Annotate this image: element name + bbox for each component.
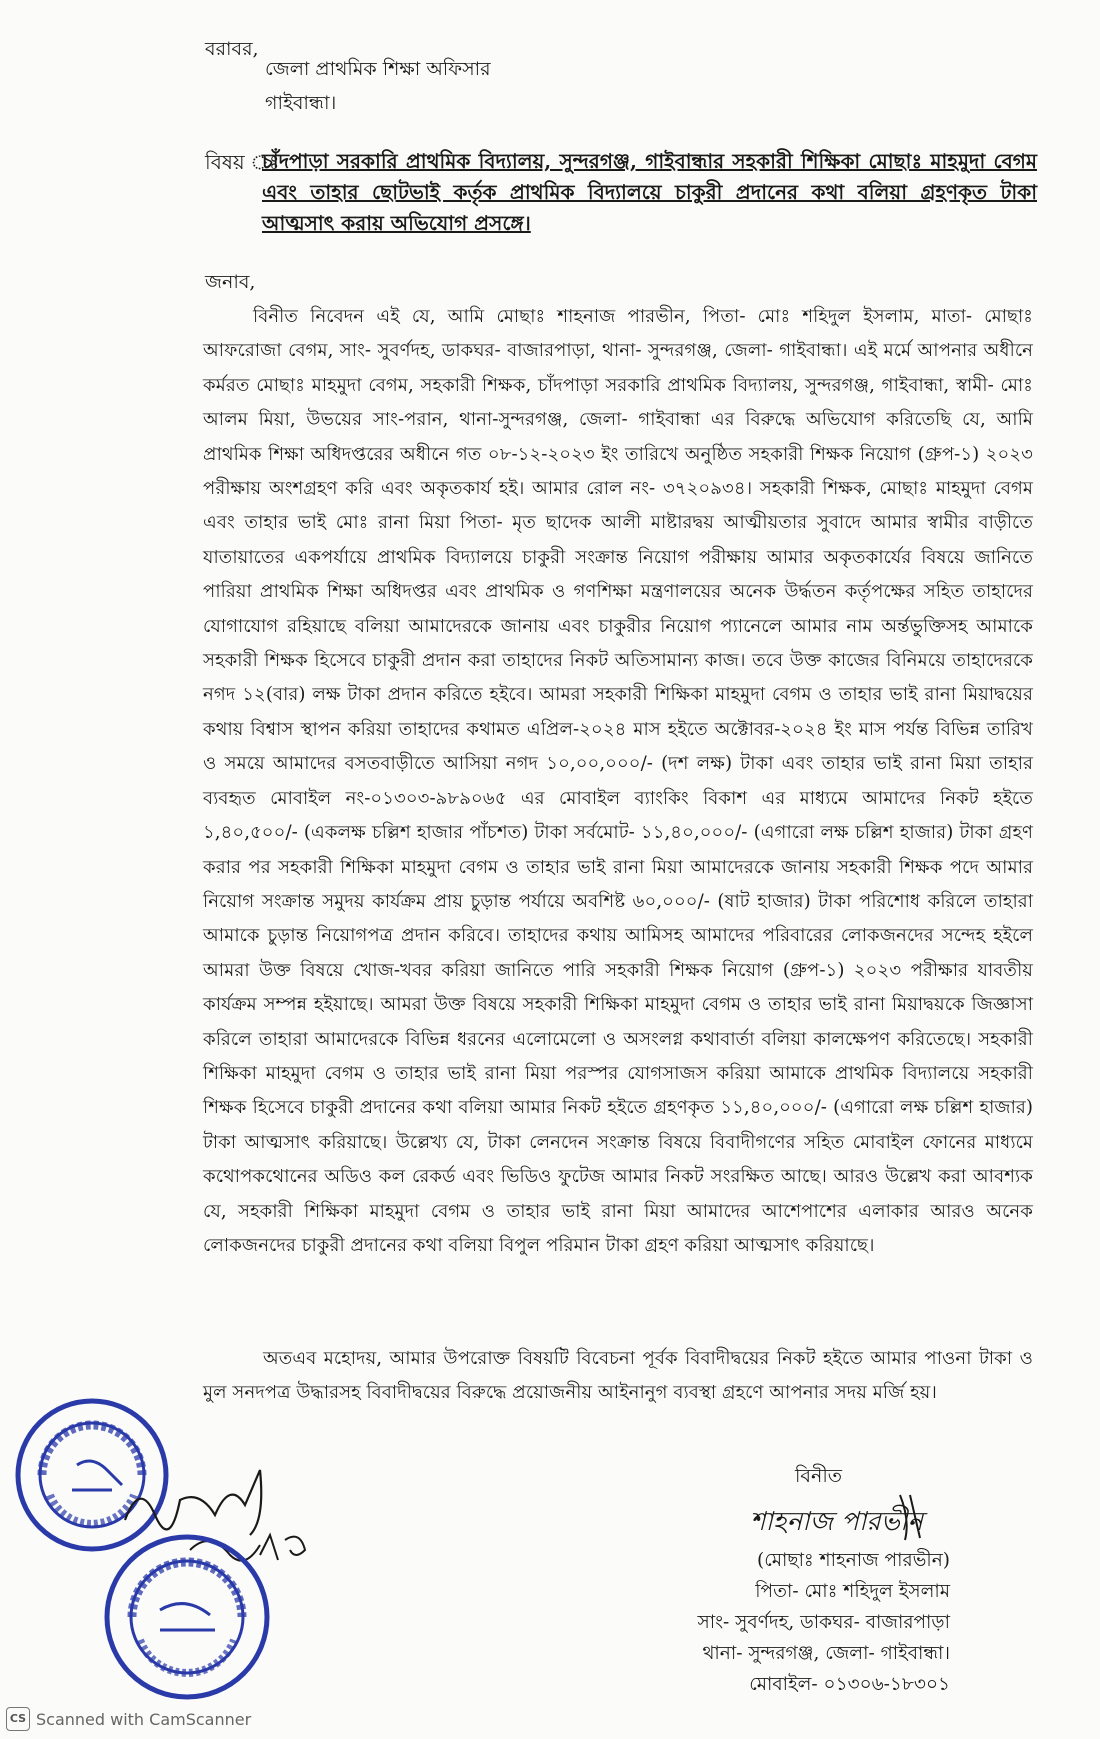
recipient-to: বরাবর, <box>205 38 259 60</box>
office-seal-icon-2 <box>100 1530 275 1705</box>
sender-signature <box>750 1490 950 1545</box>
sender-details <box>640 1545 950 1700</box>
letter-closing: অতএব মহোদয়, আমার উপরোক্ত বিষয়টি বিবেচনা পূর্বক বিবাদীদ্বয়ের নিকট হইতে আমার পাওনা টাকা ও মুল সনদপত্র উদ্ধারসহ বিবাদীদ্বয়ের বিরুদ্ধে প্রয়োজনীয় আইনানুগ ব্যবস্থা গ্রহণে আপনার সদয় মর্জি হয়। <box>203 1348 1033 1403</box>
sender-address-1: সাং- সুবর্ণদহ, ডাকঘর- বাজারপাড়া <box>697 1612 950 1633</box>
sender-signature-text: শাহনাজ পারভীন <box>750 1507 923 1537</box>
camscanner-text: Scanned with CamScanner <box>36 1709 252 1729</box>
subject-text: চাঁদপাড়া সরকারি প্রাথমিক বিদ্যালয়, সুন্দরগঞ্জ, গাইবান্ধার সহকারী শিক্ষিকা মোছাঃ মাহমুদা বেগম এবং তাহার ছোটভাই কর্তৃক প্রাথমিক বিদ্যালয়ে চাকুরী প্রদানের কথা বলিয়া গ্রহণকৃত টাকা আত্মসাৎ করায় অভিযোগ প্রসঙ্গে। <box>262 149 1037 235</box>
letter-body: বিনীত নিবেদন এই যে, আমি মোছাঃ শাহনাজ পারভীন, পিতা- মোঃ শহিদুল ইসলাম, মাতা- মোছাঃ আফরোজা বেগম, সাং- সুবর্ণদহ, ডাকঘর- বাজারপাড়া, থানা- সুন্দরগঞ্জ, জেলা- গাইবান্ধা। এই মর্মে আপনার অধীনে কর্মরত মোছাঃ মাহমুদা বেগম, সহকারী শিক্ষক, চাঁদপাড়া সরকারি প্রাথমিক বিদ্যালয়, সুন্দরগঞ্জ, গাইবান্ধা, স্বামী- মোঃ আলম মিয়া, উভয়ের সাং-পরান, থানা-সুন্দরগঞ্জ, জেলা- গাইবান্ধা এর বিরুদ্ধে অভিযোগ করিতেছি যে, আমি প্রাথমিক শিক্ষা অধিদপ্তরের অধীনে গত ০৮-১২-২০২৩ ইং তারিখে অনুষ্ঠিত সহকারী শিক্ষক নিয়োগ (গ্রুপ-১) ২০২৩ পরীক্ষায় অংশগ্রহণ করি এবং অকৃতকার্য হই। আমার রোল নং- ৩৭২০৯৩৪। সহকারী শিক্ষক, মোছাঃ মাহমুদা বেগম এবং তাহার ভাই মোঃ রানা মিয়া পিতা- মৃত ছাদেক আলী মাষ্টারদ্বয় আত্মীয়তার সুবাদে আমার স্বামীর বাড়ীতে যাতায়াতের একপর্যায়ে প্রাথমিক বিদ্যালয়ে চাকুরী সংক্রান্ত নিয়োগ পরীক্ষায় আমার অকৃতকার্যের বিষয়ে জানিতে পারিয়া প্রাথমিক শিক্ষা অধিদপ্তর এবং প্রাথমিক ও গণশিক্ষা মন্ত্রণালয়ের অনেক উর্দ্ধতন কর্তৃপক্ষের সহিত তাহাদের যোগাযোগ রহিয়াছে বলিয়া আমাদেরকে জানায় এবং চাকুরীর নিয়োগ প্যানেলে আমার নাম অর্ন্তভুক্তিসহ আমাকে সহকারী শিক্ষক হিসেবে চাকুরী প্রদান করা তাহাদের নিকট অতিসামান্য কাজ। তবে উক্ত কাজের বিনিময়ে তাহাদেরকে নগদ ১২(বার) লক্ষ টাকা প্রদান করিতে হইবে। আমরা সহকারী শিক্ষিকা মাহমুদা বেগম ও তাহার ভাই রানা মিয়াদ্বয়ের কথায় বিশ্বাস স্থাপন করিয়া তাহাদের কথামত এপ্রিল-২০২৪ মাস হইতে অক্টোবর-২০২৪ ইং মাস পর্যন্ত বিভিন্ন তারিখ ও সময়ে আমাদের বসতবাড়ীতে আসিয়া নগদ ১০,০০,০০০/- (দশ লক্ষ) টাকা এবং তাহার ভাই রানা মিয়া তাহার ব্যবহৃত মোবাইল নং-০১৩০৩-৯৮৯০৬৫ এর মোবাইল ব্যাংকিং বিকাশ এর মাধ্যমে আমাদের নিকট হইতে ১,৪০,৫০০/- (একলক্ষ চল্লিশ হাজার পাঁচশত) টাকা সর্বমোট- ১১,৪০,০০০/- (এগারো লক্ষ চল্লিশ হাজার) টাকা গ্রহণ করার পর সহকারী শিক্ষিকা মাহমুদা বেগম ও তাহার ভাই রানা মিয়া আমাদেরকে জানায় সহকারী শিক্ষক পদে আমার নিয়োগ সংক্রান্ত সমুদয় কার্যক্রম প্রায় চুড়ান্ত পর্যায়ে অবশিষ্ট ৬০,০০০/- (ষাট হাজার) টাকা পরিশোধ করিলে তাহারা আমাকে চুড়ান্ত নিয়োগপত্র প্রদান করিবে। তাহাদের কথায় আমিসহ আমাদের পরিবারের লোকজনদের সন্দেহ হইলে আমরা উক্ত বিষয়ে খোজ-খবর করিয়া জানিতে পারি সহকারী শিক্ষক নিয়োগ (গ্রুপ-১) ২০২৩ পরীক্ষার যাবতীয় কার্যক্রম সম্পন্ন হইয়াছে। আমরা উক্ত বিষয়ে সহকারী শিক্ষিকা মাহমুদা বেগম ও তাহার ভাই রানা মিয়াদ্বয়কে জিজ্ঞাসা করিলে তাহারা আমাদেরকে বিভিন্ন ধরনের এলোমেলো ও অসংলগ্ন কথাবার্তা বলিয়া কালক্ষেপণ করিতেছে। সহকারী শিক্ষিকা মাহমুদা বেগম ও তাহার ভাই রানা মিয়া পরস্পর যোগসাজস করিয়া আমাকে প্রাথমিক বিদ্যালয়ে সহকারী শিক্ষক হিসেবে চাকুরী প্রদানের কথা বলিয়া আমার নিকট হইতে গ্রহণকৃত ১১,৪০,০০০/- (এগারো লক্ষ চল্লিশ হাজার) টাকা আত্মসাৎ করিয়াছে। উল্লেখ্য যে, টাকা লেনদেন সংক্রান্ত বিষয়ে বিবাদীগণের সহিত মোবাইল ফোনের মাধ্যমে কথোপকথোনের অডিও কল রেকর্ড এবং ভিডিও ফুটেজ আমার নিকট সংরক্ষিত আছে। আরও উল্লেখ করা আবশ্যক যে, সহকারী শিক্ষিকা মাহমুদা বেগম ও তাহার ভাই রানা মিয়া আমাদের আশেপাশের এলাকার আরও অনেক লোকজনদের চাকুরী প্রদানের কথা বলিয়া বিপুল পরিমান টাকা গ্রহণ করিয়া আত্মসাৎ করিয়াছে। <box>203 306 1033 1256</box>
recipient-designation: জেলা প্রাথমিক শিক্ষা অফিসার <box>265 58 491 80</box>
salutation: জনাব, <box>205 271 256 293</box>
recipient-place: গাইবান্ধা। <box>265 92 337 114</box>
sender-father: পিতা- মোঃ শহিদুল ইসলাম <box>755 1581 950 1602</box>
camscanner-watermark <box>0 1704 300 1734</box>
sender-address-2: থানা- সুন্দরগঞ্জ, জেলা- গাইবান্ধা। <box>702 1643 950 1664</box>
sender-mobile: মোবাইল- ০১৩০৬-১৮৩০১ <box>749 1674 950 1695</box>
camscanner-logo-icon: CS <box>6 1707 30 1731</box>
yours-faithfully: বিনীত <box>795 1465 843 1487</box>
subject-label: বিষয় ঃ <box>205 150 280 174</box>
sender-name: (মোছাঃ শাহনাজ পারভীন) <box>757 1550 950 1571</box>
